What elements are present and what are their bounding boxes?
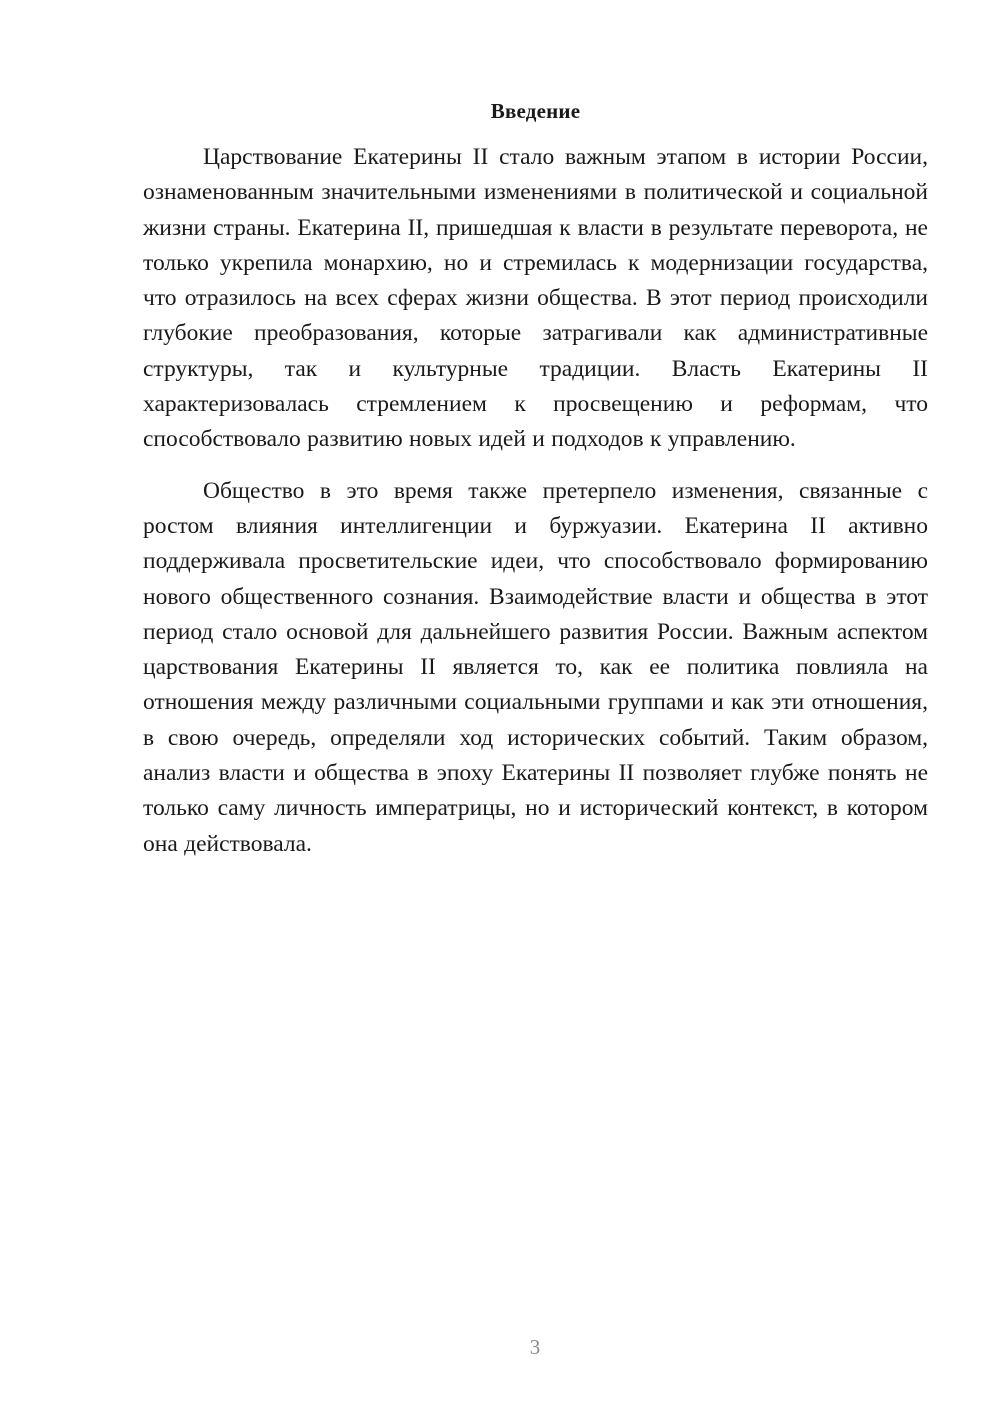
page-content — [143, 96, 928, 862]
section-heading: Введение — [490, 99, 581, 123]
paragraph-2: Общество в это время также претерпело изменения, связанные с ростом влияния интеллигенции и буржуазии. Екатерина II активно поддерживала просветительские идеи, что способствовало формированию нового общественного сознания. Взаимодействие власти и общества в этот период стало основой для дальнейшего развития России. Важным аспектом царствования Екатерины II является то, как ее политика повлияла на отношения между различными социальными группами и как эти отношения, в свою очередь, определяли ход исторических событий. Таким образом, анализ власти и общества в эпоху Екатерины II позволяет глубже понять не только саму личность императрицы, но и исторический контекст, в котором она действовала. — [143, 477, 928, 857]
paragraph-1: Царствование Екатерины II стало важным этапом в истории России, ознаменованным значительными изменениями в политической и социальной жизни страны. Екатерина II, пришедшая к власти в результате переворота, не только укрепила монархию, но и стремилась к модернизации государства, что отразилось на всех сферах жизни общества. В этот период происходили глубокие преобразования, которые затрагивали как административные структуры, так и культурные традиции. Власть Екатерины II характеризовалась стремлением к просвещению и реформам, что способствовало развитию новых идей и подходов к управлению. — [143, 144, 928, 453]
page-number: 3 — [529, 1335, 541, 1359]
